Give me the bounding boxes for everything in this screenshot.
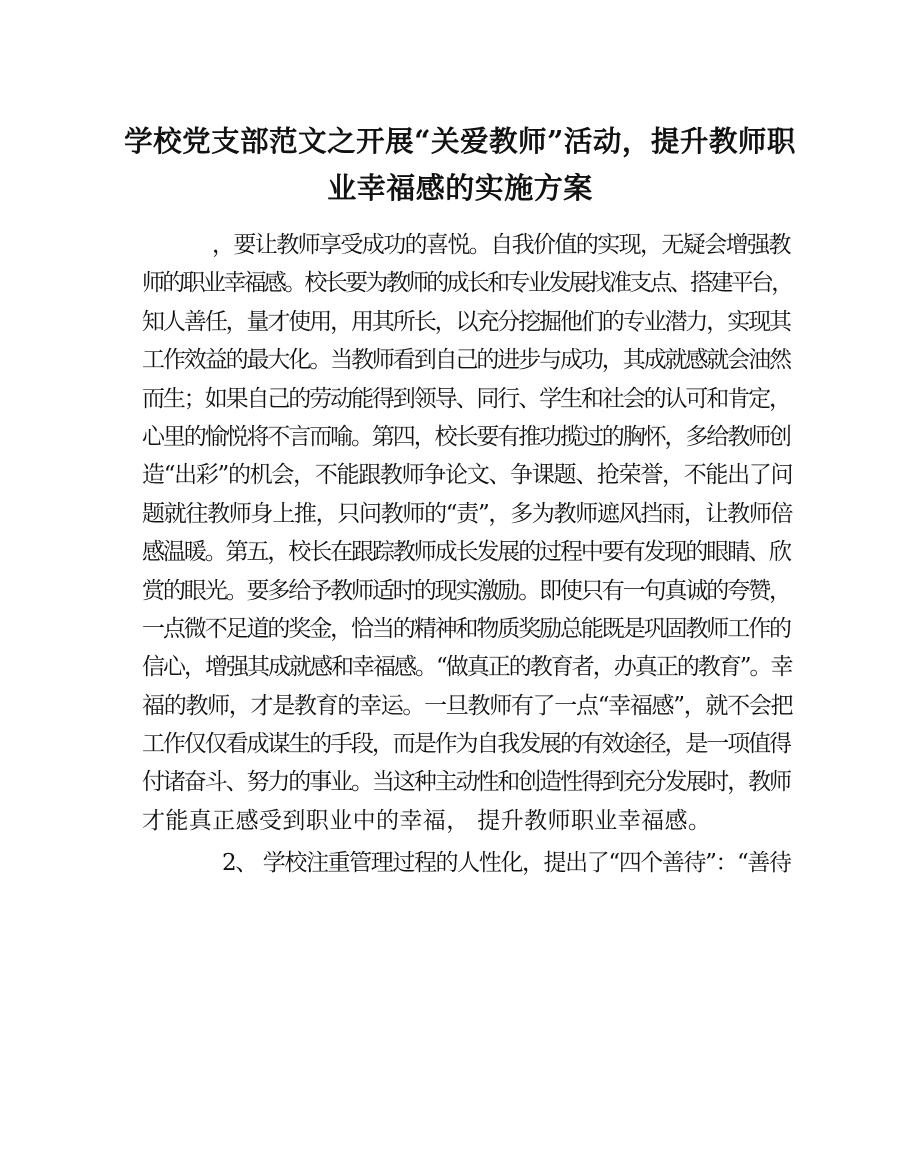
paragraph-line: 师的职业幸福感。校长要为教师的成长和专业发展找准支点、搭建平台， <box>142 270 792 297</box>
paragraph-line: 而生；如果自己的劳动能得到领导、同行、学生和社会的认可和肯定， <box>142 385 790 412</box>
paragraph-line: 赏的眼光。要多给予教师适时的现实激励。即使只有一句真诚的夸赞， <box>142 577 790 604</box>
body-paragraph <box>142 226 792 883</box>
document-title <box>120 118 800 212</box>
paragraph-line: 心里的愉悦将不言而喻。第四，校长要有推功揽过的胸怀，多给教师创 <box>142 423 790 450</box>
paragraph-line: 造“出彩”的机会，不能跟教师争论文、争课题、抢荣誉，不能出了问 <box>142 462 793 489</box>
title-line-2: 业幸福感的实施方案 <box>327 171 593 205</box>
title-line-1: 学校党支部范文之开展“关爱教师”活动，提升教师职 <box>124 124 796 158</box>
paragraph-line: 付诸奋斗、努力的事业。当这种主动性和创造性得到充分发展时，教师 <box>142 769 790 796</box>
paragraph-line: 福的教师，才是教育的幸运。一旦教师有了一点“幸福感”，就不会把 <box>142 692 793 719</box>
paragraph-line: 工作仅仅看成谋生的手段，而是作为自我发展的有效途径，是一项值得 <box>142 731 790 758</box>
paragraph-line: 题就往教师身上推，只问教师的“责”，多为教师遮风挡雨，让教师倍 <box>142 500 793 527</box>
paragraph-line: 知人善任，量才使用，用其所长，以充分挖掘他们的专业潜力，实现其 <box>142 308 790 335</box>
paragraph-line: 工作效益的最大化。当教师看到自己的进步与成功，其成就感就会油然 <box>142 347 790 374</box>
paragraph-line: 一点微不足道的奖金，恰当的精神和物质奖励总能既是巩固教师工作的 <box>142 615 790 642</box>
numbered-item-2: 2、 学校注重管理过程的人性化，提出了“四个善待”：“善待 <box>222 850 791 877</box>
paragraph-line: 才能真正感受到职业中的幸福， 提升教师职业幸福感。 <box>142 807 712 834</box>
paragraph-line: 信心，增强其成就感和幸福感。“做真正的教育者，办真正的教育”。幸 <box>142 654 792 681</box>
paragraph-line: ，要让教师享受成功的喜悦。自我价值的实现，无疑会增强教 <box>212 232 790 258</box>
paragraph-line: 感温暖。第五，校长在跟踪教师成长发展的过程中要有发现的眼睛、欣 <box>142 539 790 566</box>
